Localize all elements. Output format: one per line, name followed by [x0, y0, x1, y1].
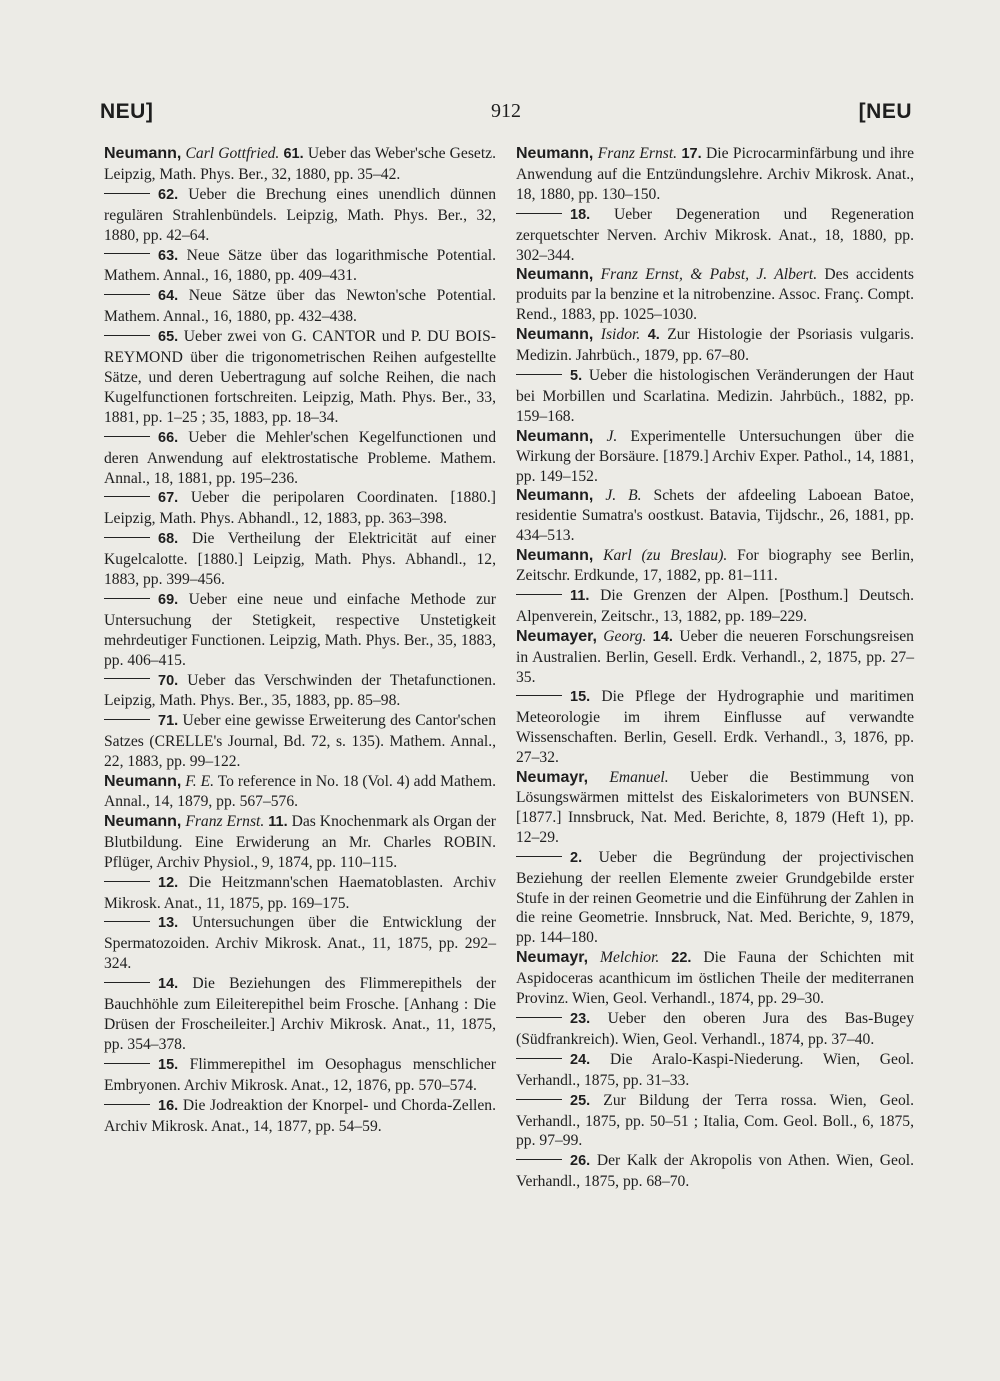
entry-text: Ueber die Mehler'schen Kegelfunctionen und deren Anwendung auf elektrostatische Probleme. Mathem. Annal., 18, 1881, pp. 195–236.: [104, 428, 497, 487]
entry-number: 68.: [158, 531, 179, 548]
entry-number: 71.: [158, 713, 179, 730]
bibliography-subentry: [104, 185, 496, 246]
author-name: Neumann,: [104, 812, 182, 830]
entry-number: 67.: [158, 490, 179, 507]
entry-text: Experimentelle Untersuchungen über die Wirkung der Borsäure. [1879.] Archiv Exper. Pathol., 14, 1881, pp. 149–152.: [516, 427, 914, 485]
entry-text: Ueber zwei von G. CANTOR und P. DU BOIS-REYMOND über die trigonometrischen Reihen aufgestellte Sätze, und deren Uebertragung auf solche Reihen, die nach Kugelfunctionen fortschreiten. Leipzig, Math. Phys. Ber., 33, 1881, pp. 1–25 ; 35, 1883, pp. 18–34.: [104, 328, 496, 426]
bibliography-subentry: [104, 286, 496, 327]
author-name: Neumann,: [516, 427, 594, 445]
ditto-dash: [104, 598, 150, 599]
author-name: Neumann,: [516, 266, 594, 284]
running-head: [100, 100, 912, 130]
entry-text: Ueber die Begründung der projectivischen Beziehung der reellen Elemente zweier Grundgebilde erster Stufe in der reinen Geometrie und die Einführung der Zahlen in die reine Geometrie. Innsbruck, Nat. Med. Berichte, 9, 1879, pp. 144–180.: [516, 848, 914, 947]
entry-text: Schets der afdeeling Laboean Batoe, residentie Sumatra's oostkust. Batavia, Tijdschr., 26, 1881, pp. 434–513.: [516, 487, 914, 545]
entry-number: 17.: [681, 146, 702, 162]
ditto-dash: [104, 1063, 150, 1064]
entry-text: Zur Bildung der Terra rossa. Wien, Geol. Verhandl., 1875, pp. 50–51 ; Italia, Com. Geol. Boll., 6, 1875, pp. 97–99.: [516, 1091, 914, 1150]
entry-text: Der Kalk der Akropolis von Athen. Wien, Geol. Verhandl., 1875, pp. 68–70.: [516, 1152, 914, 1191]
bibliography-subentry: [104, 1096, 496, 1137]
author-name: Neumayr,: [516, 949, 589, 967]
author-given-name: Karl (zu Breslau).: [603, 547, 728, 565]
entry-text: Ueber den oberen Jura des Bas-Bugey (Südfrankreich). Wien, Geol. Verhandl., 1874, pp. 37–40.: [516, 1009, 914, 1048]
page-number: 912: [491, 100, 521, 122]
entry-text: Die Pflege der Hydrographie und maritimen Meteorologie im ihrem Einflusse auf verwandte Wissenschaften. Berlin, Gesell. Erdk. Verhandl., 3, 1876, pp. 27–32.: [516, 688, 914, 767]
entry-number: 70.: [158, 672, 179, 689]
ditto-dash: [104, 193, 150, 194]
bibliography-subentry: [104, 1055, 496, 1096]
entry-number: 4.: [647, 327, 660, 344]
bibliography-subentry: [104, 974, 496, 1055]
bibliography-subentry: [516, 687, 914, 768]
bibliography-subentry: [516, 848, 914, 949]
entry-text: Neue Sätze über das Newton'sche Potential. Mathem. Annal., 16, 1880, pp. 432–438.: [104, 287, 496, 326]
bibliography-subentry: [516, 1151, 914, 1192]
bibliography-entry: [516, 265, 914, 325]
bibliography-subentry: [104, 913, 496, 974]
running-head-right: [NEU: [858, 100, 912, 123]
ditto-dash: [104, 436, 150, 437]
ditto-dash: [104, 678, 150, 679]
ditto-dash: [516, 213, 562, 214]
entry-number: 61.: [283, 146, 304, 162]
entry-number: 16.: [158, 1097, 179, 1114]
entry-text: To reference in No. 18 (Vol. 4) add Mathem. Annal., 14, 1879, pp. 567–576.: [104, 773, 496, 810]
author-given-name: Melchior.: [600, 949, 660, 967]
bibliography-entry: [516, 546, 914, 586]
bibliography-subentry: [516, 1050, 914, 1091]
ditto-dash: [516, 695, 562, 696]
entry-text: Die Jodreaktion der Knorpel- und Chorda-Zellen. Archiv Mikrosk. Anat., 14, 1877, pp. 54–59.: [104, 1096, 496, 1135]
bibliography-subentry: [516, 1091, 914, 1152]
bibliography-subentry: [516, 205, 914, 266]
author-name: Neumann,: [104, 773, 182, 791]
author-given-name: Emanuel.: [609, 769, 669, 787]
ditto-dash: [516, 594, 562, 595]
ditto-dash: [104, 496, 150, 497]
author-name: Neumayr,: [516, 769, 589, 787]
author-name: Neumann,: [104, 145, 182, 162]
running-head-left: NEU]: [100, 100, 154, 123]
author-name: Neumann,: [516, 326, 594, 344]
ditto-dash: [516, 856, 562, 857]
bibliography-entry: [516, 427, 914, 487]
author-given-name: Franz Ernst.: [597, 145, 678, 162]
author-given-name: Franz Ernst.: [185, 812, 265, 830]
entry-number: 25.: [570, 1092, 591, 1109]
entry-text: Das Knochenmark als Organ der Blutbildung. Eine Erwiderung an Mr. Charles ROBIN. Pflüger, Archiv Physiol., 9, 1874, pp. 110–115.: [104, 812, 496, 871]
entry-text: Ueber eine gewisse Erweiterung des Cantor'schen Satzes (CRELLE's Journal, Bd. 72, s. 135). Mathem. Annal., 22, 1883, pp. 99–122.: [104, 712, 496, 771]
entry-number: 26.: [570, 1153, 591, 1170]
entry-text: For biography see Berlin, Zeitschr. Erdkunde, 17, 1882, pp. 81–111.: [516, 547, 914, 585]
ditto-dash: [104, 537, 150, 538]
entry-number: 11.: [570, 587, 590, 604]
author-given-name: J.: [606, 427, 618, 445]
entry-number: 63.: [158, 247, 179, 264]
entry-number: 69.: [158, 591, 179, 608]
entry-number: 15.: [570, 689, 591, 706]
entry-text: Flimmerepithel im Oesophagus menschlicher Embryonen. Archiv Mikrosk. Anat., 12, 1876, pp. 570–574.: [104, 1055, 496, 1094]
entry-number: 64.: [158, 288, 179, 305]
bibliography-subentry: [516, 366, 914, 427]
entry-number: 65.: [158, 329, 179, 346]
right-column: [516, 144, 914, 1192]
entry-text: Ueber die neueren Forschungsreisen in Australien. Berlin, Gesell. Erdk. Verhandl., 2, 1875, pp. 27–35.: [516, 627, 914, 686]
author-given-name: Franz Ernst, & Pabst, J. Albert.: [600, 266, 818, 284]
entry-number: 13.: [158, 915, 179, 932]
author-given-name: Georg.: [603, 627, 647, 645]
ditto-dash: [516, 374, 562, 375]
entry-text: Zur Histologie der Psoriasis vulgaris. Medizin. Jahrbüch., 1879, pp. 67–80.: [516, 326, 914, 365]
entry-text: Die Vertheilung der Elektricität auf einer Kugelcalotte. [1880.] Leipzig, Math. Phys. Abhandl., 12, 1883, pp. 399–456.: [104, 530, 496, 589]
author-given-name: J. B.: [605, 487, 642, 505]
bibliography-entry: [104, 772, 496, 812]
entry-text: Die Fauna der Schichten mit Aspidoceras acanthicum im östlichen Theile der mediterranen Provinz. Wien, Geol. Verhandl., 1874, pp. 29–30.: [516, 949, 915, 1008]
bibliography-subentry: [104, 327, 496, 428]
entry-number: 22.: [671, 950, 692, 967]
author-name: Neumann,: [516, 487, 594, 505]
bibliography-subentry: [104, 529, 496, 590]
entry-text: Ueber die peripolaren Coordinaten. [1880.] Leipzig, Math. Phys. Abhandl., 12, 1883, pp. 363–398.: [104, 489, 496, 528]
ditto-dash: [104, 294, 150, 295]
author-name: Neumann,: [516, 547, 594, 565]
ditto-dash: [104, 982, 150, 983]
entry-number: 18.: [570, 206, 591, 223]
entry-text: Ueber die histologischen Veränderungen der Haut bei Morbillen und Scarlatina. Medizin. Jahrbüch., 1882, pp. 159–168.: [516, 366, 914, 425]
bibliography-entry: [516, 325, 914, 366]
entry-text: Des accidents produits par la benzine et la nitrobenzine. Assoc. Franç. Compt. Rend., 1883, pp. 1025–1030.: [516, 266, 914, 324]
entry-number: 23.: [570, 1010, 591, 1027]
entry-text: Ueber die Brechung eines unendlich dünnen regulären Strahlenbündels. Leipzig, Math. Phys. Ber., 32, 1880, pp. 42–64.: [104, 185, 496, 244]
entry-number: 5.: [570, 367, 583, 384]
bibliography-entry: [104, 812, 496, 873]
author-given-name: Isidor.: [600, 326, 641, 344]
bibliography-subentry: [104, 671, 496, 712]
bibliography-subentry: [516, 586, 914, 627]
bibliography-subentry: [104, 246, 496, 287]
bibliography-entry: [516, 627, 914, 688]
bibliography-entry: [516, 144, 914, 205]
author-name: Neumayer,: [516, 627, 597, 645]
ditto-dash: [516, 1017, 562, 1018]
ditto-dash: [104, 335, 150, 336]
entry-number: 14.: [158, 976, 179, 993]
entry-text: Ueber das Weber'sche Gesetz. Leipzig, Math. Phys. Ber., 32, 1880, pp. 35–42.: [104, 145, 496, 183]
bibliography-subentry: [104, 488, 496, 529]
entry-text: Neue Sätze über das logarithmische Potential. Mathem. Annal., 16, 1880, pp. 409–431.: [104, 246, 496, 285]
entry-text: Die Picrocarminfärbung und ihre Anwendung auf die Entzündungslehre. Archiv Mikrosk. Anat., 18, 1880, pp. 130–150.: [516, 145, 914, 203]
entry-number: 15.: [158, 1056, 179, 1073]
entry-number: 11.: [268, 813, 288, 830]
ditto-dash: [516, 1159, 562, 1160]
bibliography-subentry: [104, 711, 496, 772]
entry-number: 14.: [652, 628, 673, 645]
entry-number: 2.: [570, 849, 583, 866]
bibliography-entry: [516, 768, 914, 848]
ditto-dash: [104, 719, 150, 720]
ditto-dash: [104, 253, 150, 254]
entry-text: Die Beziehungen des Flimmerepithels der Bauchhöhle zum Eileiterepithel beim Frosche. [Anhang : Die Drüsen der Froscheileiter.] Archiv Mikrosk. Anat., 11, 1875, pp. 354–378.: [104, 975, 496, 1053]
entry-number: 62.: [158, 186, 179, 203]
ditto-dash: [104, 921, 150, 922]
entry-text: Ueber eine neue und einfache Methode zur Untersuchung der Stetigkeit, respective Unstetigkeit mehrdeutiger Functionen. Leipzig, Math. Phys. Ber., 35, 1883, pp. 406–415.: [104, 590, 496, 669]
bibliography-subentry: [104, 873, 496, 914]
ditto-dash: [516, 1058, 562, 1059]
entry-text: Die Grenzen der Alpen. [Posthum.] Deutsch. Alpenverein, Zeitschr., 13, 1882, pp. 189–229.: [516, 586, 914, 625]
ditto-dash: [516, 1099, 562, 1100]
bibliography-entry: [516, 486, 914, 546]
entry-text: Ueber Degeneration und Regeneration zerquetschter Nerven. Archiv Mikrosk. Anat., 18, 1880, pp. 302–344.: [516, 205, 914, 264]
bibliography-subentry: [104, 590, 496, 671]
left-column: [104, 144, 496, 1136]
entry-number: 12.: [158, 874, 179, 891]
entry-text: Untersuchungen über die Entwicklung der Spermatozoiden. Archiv Mikrosk. Anat., 11, 1875, pp. 292–324.: [104, 914, 496, 973]
author-given-name: F. E.: [185, 773, 215, 791]
author-name: Neumann,: [516, 145, 594, 162]
entry-text: Die Heitzmann'schen Haematoblasten. Archiv Mikrosk. Anat., 11, 1875, pp. 169–175.: [104, 873, 496, 912]
bibliography-subentry: [516, 1009, 914, 1050]
bibliography-entry: [104, 144, 496, 185]
entry-number: 24.: [570, 1051, 591, 1068]
entry-number: 66.: [158, 429, 179, 446]
entry-text: Die Aralo-Kaspi-Niederung. Wien, Geol. Verhandl., 1875, pp. 31–33.: [516, 1050, 914, 1089]
ditto-dash: [104, 881, 150, 882]
ditto-dash: [104, 1104, 150, 1105]
bibliography-subentry: [104, 428, 496, 489]
entry-text: Ueber das Verschwinden der Thetafunctionen. Leipzig, Math. Phys. Ber., 35, 1883, pp. 85–98.: [104, 671, 496, 710]
bibliography-entry: [516, 948, 914, 1009]
entry-text: Ueber die Bestimmung von Lösungswärmen mittelst des Eiskalorimeters von BUNSEN. [1877.] Innsbruck, Nat. Med. Berichte, 8, 1879 (Heft 1), pp. 12–29.: [516, 769, 915, 846]
author-given-name: Carl Gottfried.: [185, 145, 280, 162]
